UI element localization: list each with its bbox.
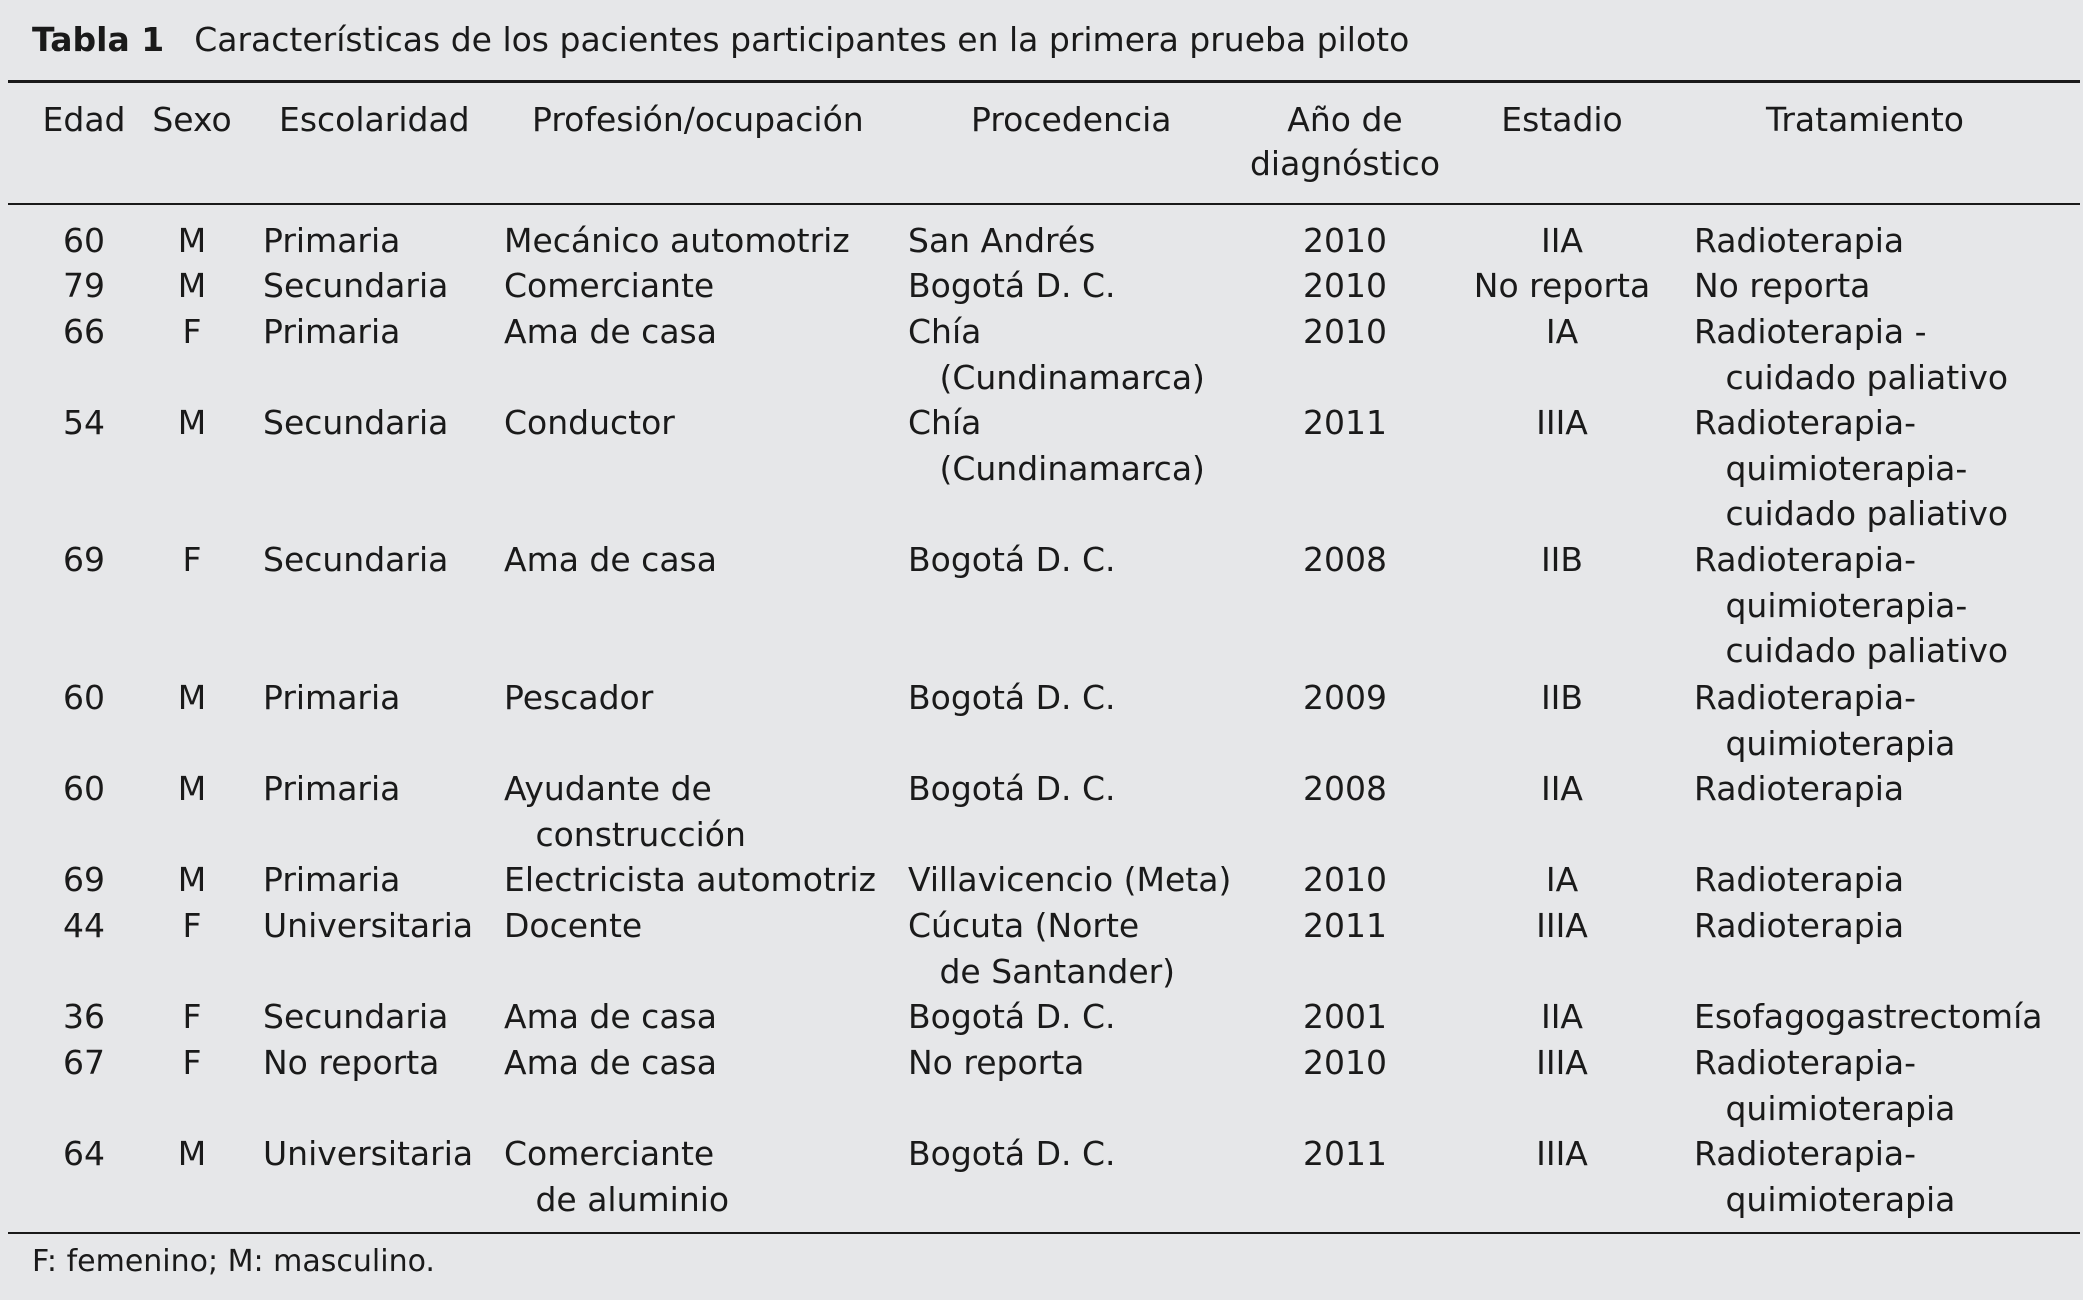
cell-escolaridad: Primaria — [263, 678, 401, 717]
cell-profesion: Mecánico automotriz — [504, 221, 850, 260]
header-edad: Edad — [42, 100, 126, 139]
cell-estadio: IIB — [1540, 678, 1584, 717]
cell-procedencia: Chía (Cundinamarca) — [908, 403, 1205, 488]
cell-profesion: Ayudante de construcción — [504, 769, 746, 854]
cell-estadio: IIA — [1540, 769, 1584, 808]
bottom-rule — [8, 1232, 2080, 1234]
header-escolaridad: Escolaridad — [279, 100, 470, 139]
cell-sexo: M — [177, 1134, 207, 1173]
cell-profesion: Electricista automotriz — [504, 860, 876, 899]
cell-anio: 2010 — [1303, 1043, 1387, 1082]
cell-sexo: M — [177, 266, 207, 305]
cell-escolaridad: Primaria — [263, 312, 401, 351]
cell-escolaridad: Primaria — [263, 860, 401, 899]
header-estadio: Estadio — [1501, 100, 1623, 139]
header-procedencia: Procedencia — [971, 100, 1172, 139]
cell-anio: 2009 — [1303, 678, 1387, 717]
header-anio-line2: diagnóstico — [1249, 144, 1441, 183]
cell-tratamiento: Radioterapia — [1694, 906, 1905, 945]
header-anio-line1: Año de — [1287, 100, 1403, 139]
cell-procedencia: Chía (Cundinamarca) — [908, 312, 1205, 397]
cell-edad: 67 — [63, 1043, 105, 1082]
cell-edad: 64 — [63, 1134, 105, 1173]
cell-escolaridad: Primaria — [263, 769, 401, 808]
cell-estadio: IIA — [1540, 997, 1584, 1036]
cell-anio: 2011 — [1303, 403, 1387, 442]
cell-sexo: M — [177, 769, 207, 808]
cell-anio: 2010 — [1303, 266, 1387, 305]
cell-escolaridad: Primaria — [263, 221, 401, 260]
cell-profesion: Comerciante de aluminio — [504, 1134, 730, 1219]
cell-escolaridad: Secundaria — [263, 266, 449, 305]
cell-procedencia: Bogotá D. C. — [908, 997, 1116, 1036]
cell-anio: 2011 — [1303, 1134, 1387, 1173]
header-anio — [1240, 98, 1450, 186]
cell-procedencia: Bogotá D. C. — [908, 540, 1116, 579]
cell-anio: 2011 — [1303, 906, 1387, 945]
cell-tratamiento: Radioterapia — [1694, 221, 1905, 260]
header-sexo: Sexo — [152, 100, 232, 139]
header-tratamiento: Tratamiento — [1766, 100, 1964, 139]
cell-profesion: Ama de casa — [504, 1043, 717, 1082]
cell-sexo: F — [182, 1043, 202, 1082]
cell-sexo: F — [182, 312, 202, 351]
cell-edad: 44 — [63, 906, 105, 945]
cell-estadio: IA — [1545, 860, 1579, 899]
cell-profesion: Ama de casa — [504, 312, 717, 351]
cell-estadio: IIIA — [1536, 1043, 1588, 1082]
cell-tratamiento: Radioterapia- quimioterapia — [1694, 678, 1956, 763]
cell-tratamiento: No reporta — [1694, 266, 1871, 305]
cell-escolaridad: Secundaria — [263, 403, 449, 442]
cell-escolaridad: Universitaria — [263, 906, 474, 945]
cell-profesion: Conductor — [504, 403, 675, 442]
cell-tratamiento: Radioterapia — [1694, 769, 1905, 808]
cell-edad: 60 — [63, 221, 105, 260]
cell-sexo: M — [177, 678, 207, 717]
cell-estadio: IIIA — [1536, 906, 1588, 945]
header-rule — [8, 203, 2080, 205]
cell-anio: 2010 — [1303, 860, 1387, 899]
cell-anio: 2010 — [1303, 221, 1387, 260]
cell-tratamiento: Esofagogastrectomía — [1694, 997, 2043, 1036]
cell-estadio: IIIA — [1536, 1134, 1588, 1173]
cell-profesion: Ama de casa — [504, 997, 717, 1036]
cell-escolaridad: Secundaria — [263, 997, 449, 1036]
cell-profesion: Comerciante — [504, 266, 715, 305]
cell-profesion: Docente — [504, 906, 643, 945]
cell-sexo: F — [182, 540, 202, 579]
cell-tratamiento: Radioterapia- quimioterapia — [1694, 1043, 1956, 1128]
cell-procedencia: Bogotá D. C. — [908, 1134, 1116, 1173]
header-profesion: Profesión/ocupación — [532, 100, 864, 139]
cell-anio: 2010 — [1303, 312, 1387, 351]
cell-sexo: M — [177, 403, 207, 442]
table-footnote: F: femenino; M: masculino. — [32, 1244, 435, 1279]
top-rule — [8, 80, 2080, 83]
cell-estadio: IIIA — [1536, 403, 1588, 442]
cell-tratamiento: Radioterapia - cuidado paliativo — [1694, 312, 2009, 397]
cell-anio: 2001 — [1303, 997, 1387, 1036]
cell-edad: 54 — [63, 403, 105, 442]
cell-edad: 66 — [63, 312, 105, 351]
cell-tratamiento: Radioterapia- quimioterapia- cuidado paliativo — [1694, 540, 2009, 670]
cell-estadio: IIA — [1540, 221, 1584, 260]
cell-tratamiento: Radioterapia — [1694, 860, 1905, 899]
cell-edad: 69 — [63, 860, 105, 899]
cell-escolaridad: Secundaria — [263, 540, 449, 579]
cell-procedencia: San Andrés — [908, 221, 1096, 260]
table-caption — [32, 18, 1409, 62]
cell-estadio: IIB — [1540, 540, 1584, 579]
cell-sexo: F — [182, 906, 202, 945]
cell-profesion: Pescador — [504, 678, 654, 717]
cell-edad: 60 — [63, 769, 105, 808]
table-label: Tabla 1 — [32, 20, 165, 59]
cell-tratamiento: Radioterapia- quimioterapia — [1694, 1134, 1956, 1219]
cell-procedencia: Bogotá D. C. — [908, 678, 1116, 717]
table-title: Características de los pacientes participantes en la primera prueba piloto — [194, 20, 1410, 59]
cell-edad: 36 — [63, 997, 105, 1036]
cell-edad: 60 — [63, 678, 105, 717]
cell-procedencia: Cúcuta (Norte de Santander) — [908, 906, 1176, 991]
cell-escolaridad: Universitaria — [263, 1134, 474, 1173]
cell-tratamiento: Radioterapia- quimioterapia- cuidado paliativo — [1694, 403, 2009, 533]
cell-estadio: No reporta — [1473, 266, 1651, 305]
cell-procedencia: No reporta — [908, 1043, 1085, 1082]
cell-sexo: F — [182, 997, 202, 1036]
cell-profesion: Ama de casa — [504, 540, 717, 579]
cell-anio: 2008 — [1303, 540, 1387, 579]
cell-procedencia: Villavicencio (Meta) — [908, 860, 1232, 899]
cell-sexo: M — [177, 860, 207, 899]
cell-edad: 79 — [63, 266, 105, 305]
cell-anio: 2008 — [1303, 769, 1387, 808]
cell-estadio: IA — [1545, 312, 1579, 351]
cell-procedencia: Bogotá D. C. — [908, 769, 1116, 808]
cell-procedencia: Bogotá D. C. — [908, 266, 1116, 305]
cell-escolaridad: No reporta — [263, 1043, 440, 1082]
cell-edad: 69 — [63, 540, 105, 579]
cell-sexo: M — [177, 221, 207, 260]
